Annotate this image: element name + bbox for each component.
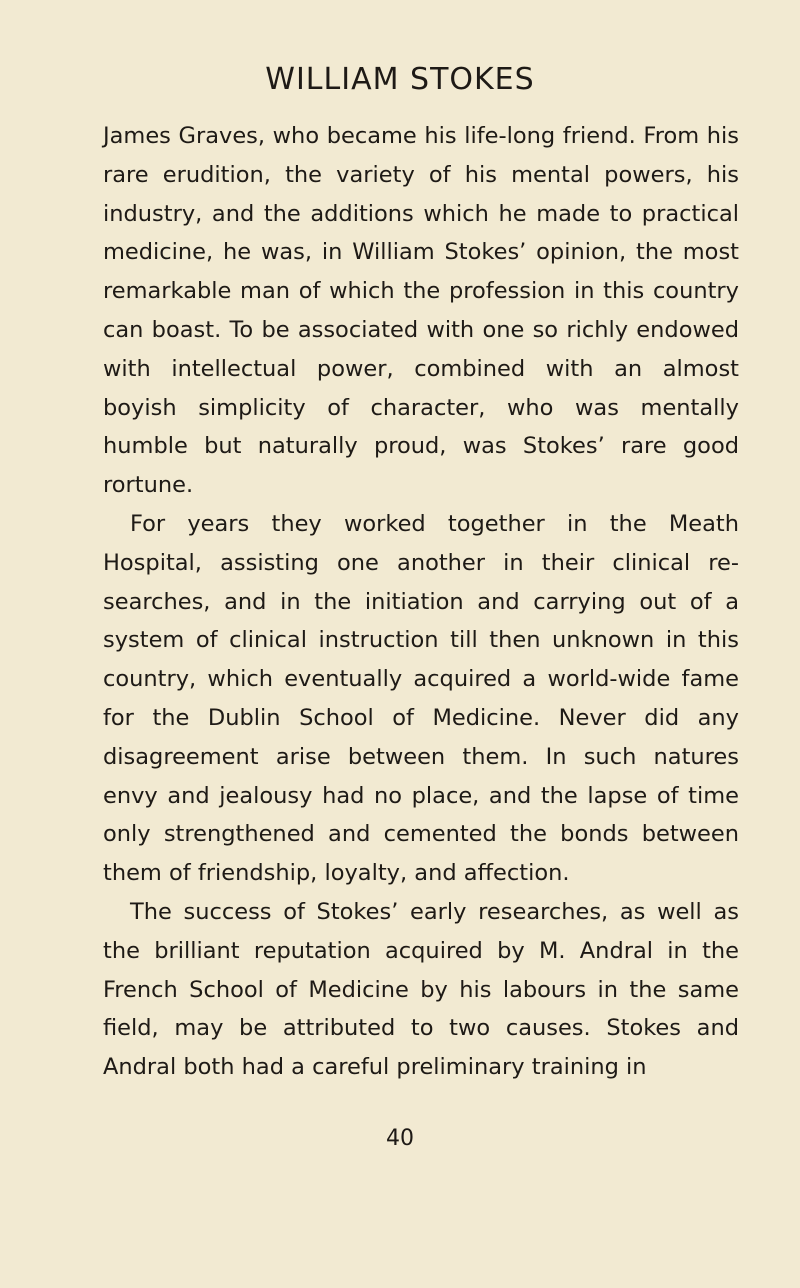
paragraph-2: For years they worked together in the Meath Hospital, assisting one another in their clinical re- searches, and in the initiation and carrying out of a system of clinical instruction till then unknown in this country, which eventually acquired a world-wide fame for the Dublin School of Medicine. Never did any disagreement arise between them. In such natures envy and jealousy had no place, and the lapse of time only strengthened and cemented the bonds between them of friendship, loyalty, and affection. (103, 510, 739, 887)
paragraph-1: James Graves, who became his life-long friend. From his rare erudition, the variety of his mental powers, his industry, and the additions which he made to practical medicine, he was, in William Stokes’ opinion, the most remarkable man of which the profession in this country can boast. To be associated with one so richly endowed with intellectual power, combined with an almost boyish simplicity of character, who was mentally humble but naturally proud, was Stokes’ rare good rortune. (103, 123, 739, 499)
running-head: WILLIAM STOKES (265, 62, 535, 97)
body-text (103, 117, 739, 1087)
paragraph-3: The success of Stokes’ early researches, as well as the brilliant reputation acquired by M. Andral in the French School of Medicine by his labours in the same field, may be attributed to two causes. Stokes and Andral both had a careful preliminary training in (103, 898, 739, 1081)
page-number: 40 (386, 1126, 414, 1151)
